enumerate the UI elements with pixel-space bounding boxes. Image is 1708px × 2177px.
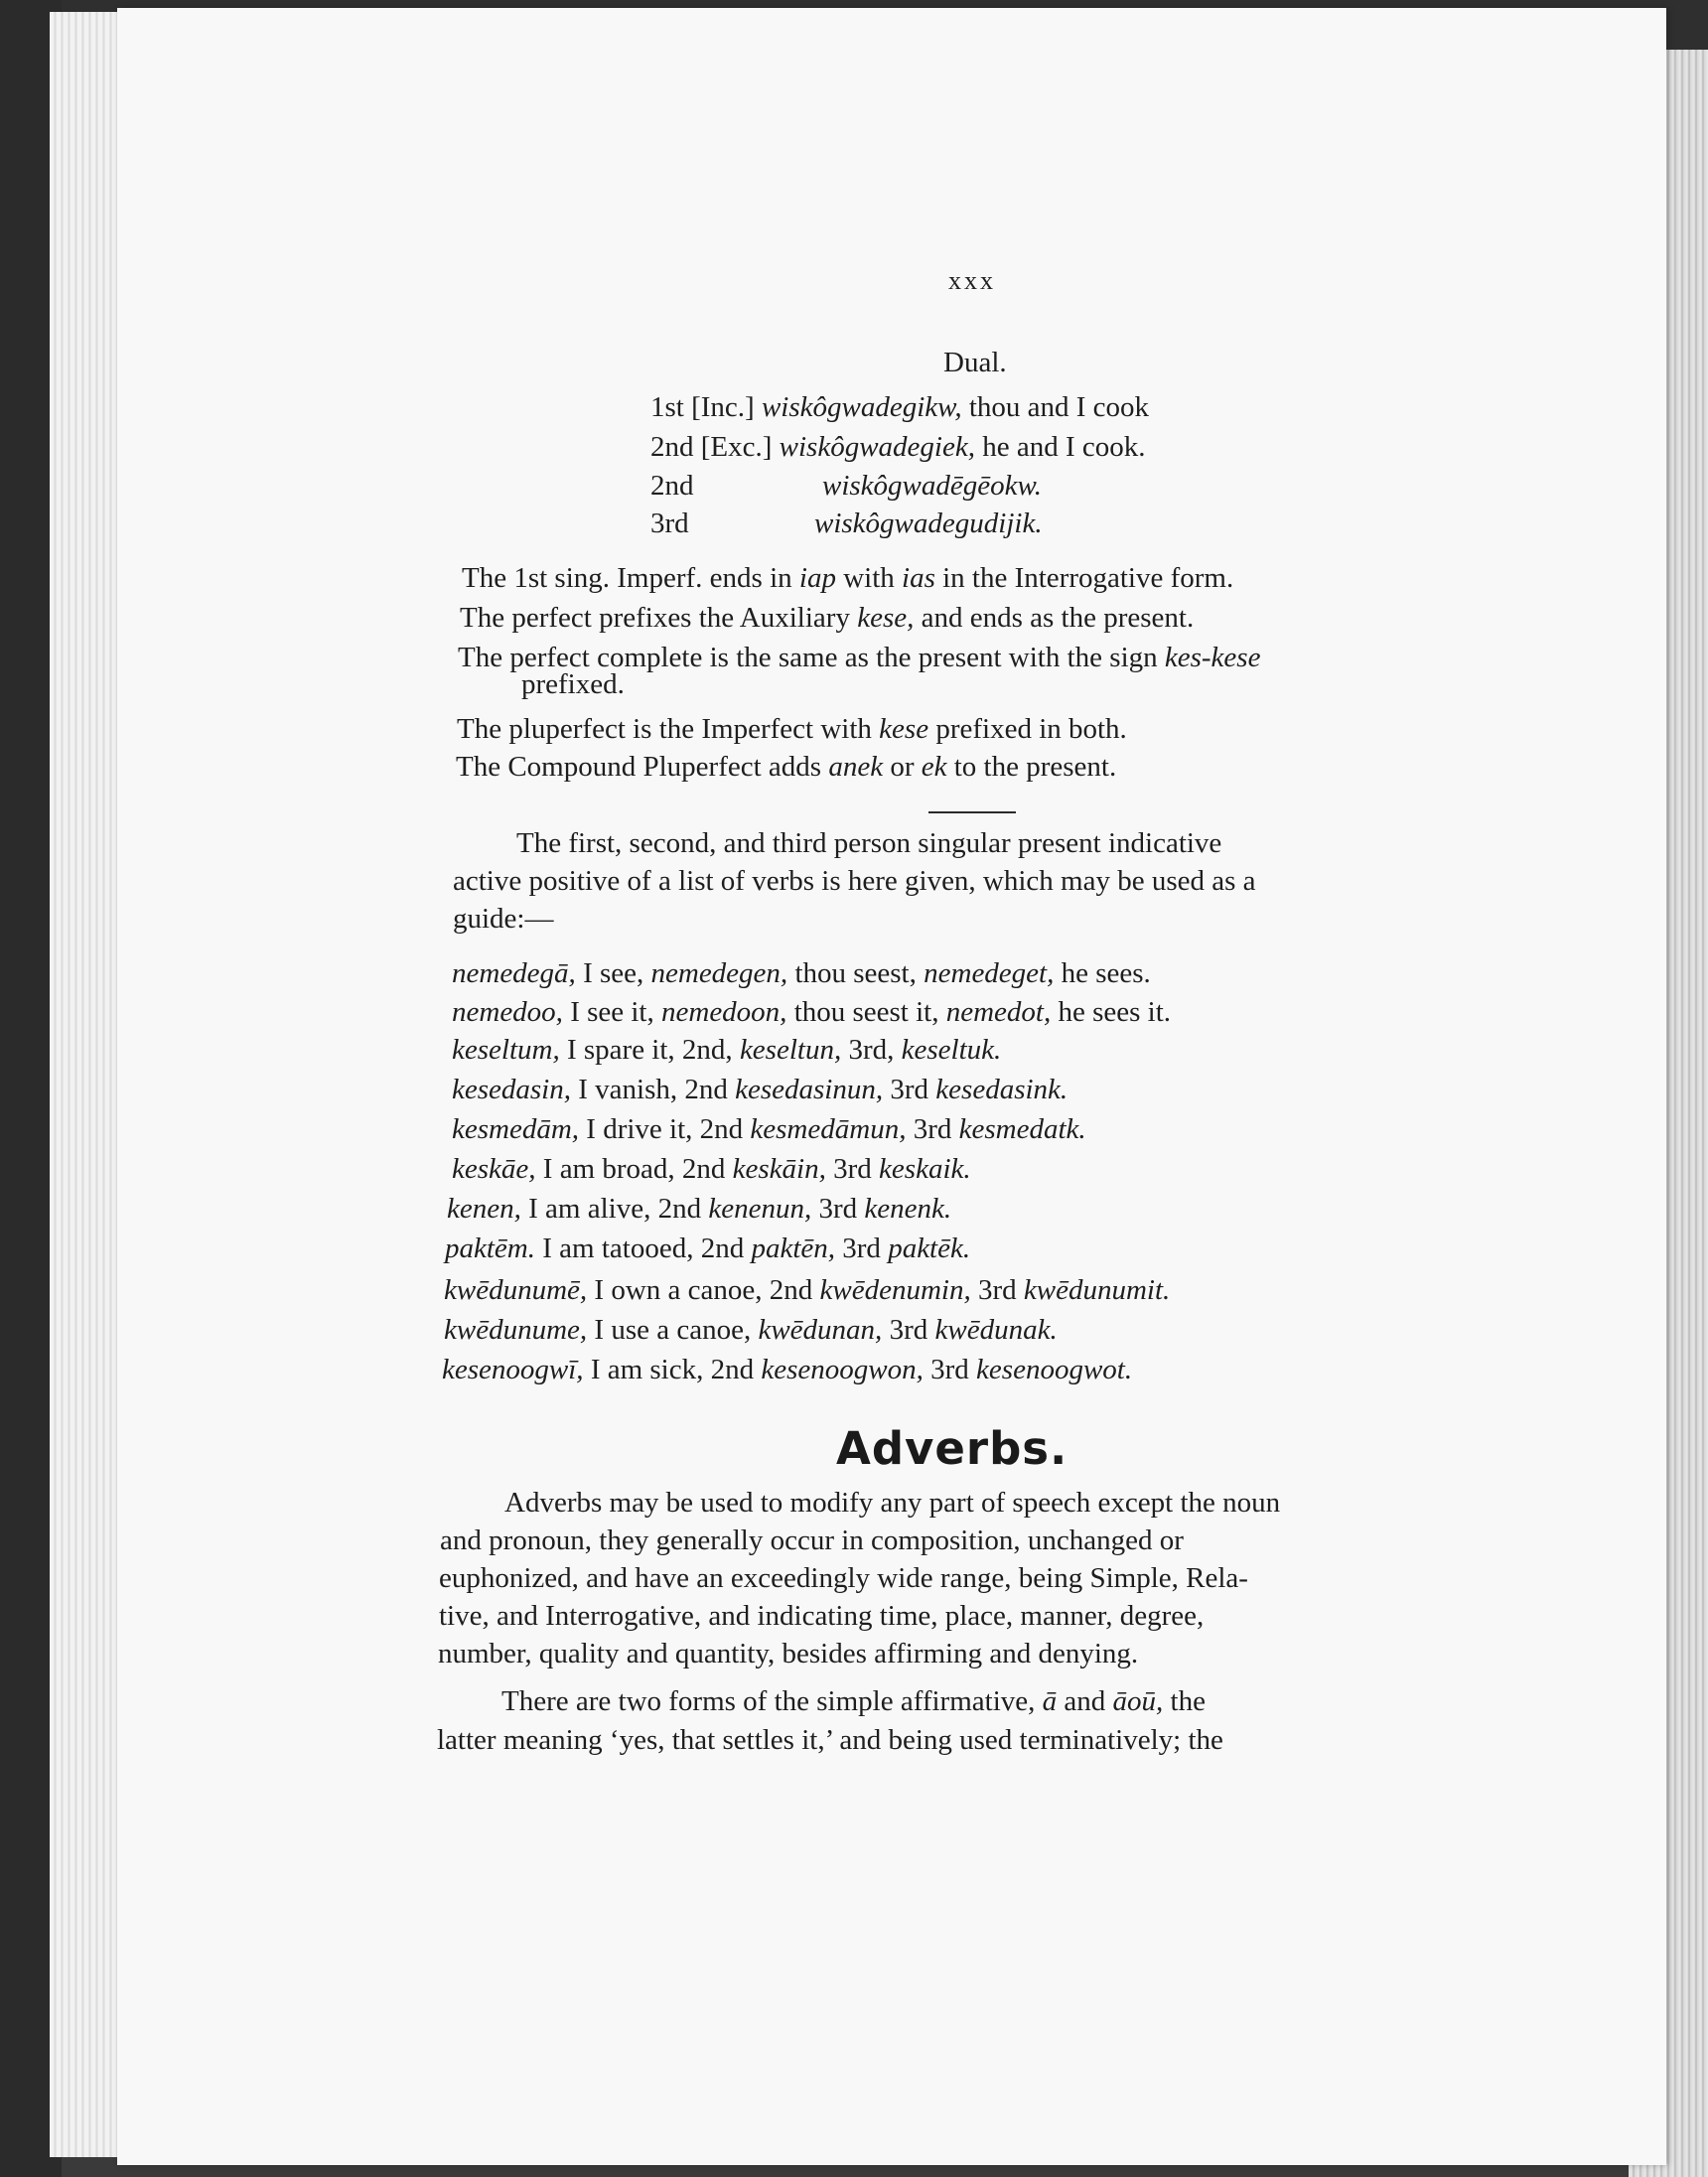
intro-line: active positive of a list of verbs is here given, which may be used as a	[453, 865, 1256, 897]
verb-gloss: I drive it, 2nd	[579, 1113, 751, 1145]
note-text: with	[835, 562, 903, 594]
verb-form: kesmedatk.	[958, 1113, 1086, 1145]
note-text: prefixed.	[521, 668, 625, 700]
verb-form: kesedasinun,	[735, 1074, 884, 1105]
verb-line	[442, 1353, 1132, 1386]
verb-form: paktēn,	[751, 1233, 836, 1264]
verb-form: kesmedām,	[452, 1113, 580, 1145]
dual-title: Dual.	[943, 347, 1007, 378]
note-line	[521, 667, 625, 701]
paragraph-term: ā	[1042, 1685, 1058, 1717]
paragraph-line: euphonized, and have an exceedingly wide range, being Simple, Rela-	[439, 1562, 1248, 1594]
dual-label: 3rd	[650, 508, 689, 539]
verb-form: kwēdunan,	[758, 1314, 883, 1346]
paragraph-text: latter meaning ‘yes, that settles it,’ and being used terminatively; the	[437, 1724, 1223, 1756]
verb-gloss: 3rd	[882, 1314, 935, 1346]
page-number: xxx	[948, 266, 996, 295]
note-term: ek	[921, 751, 947, 783]
verb-form: kesenoogwot.	[976, 1354, 1133, 1385]
verb-gloss: 3rd	[835, 1233, 889, 1264]
verb-form: nemedegen,	[650, 957, 788, 989]
note-line	[460, 601, 1194, 635]
note-term: ias	[902, 562, 935, 594]
note-text: The perfect complete is the same as the present with the sign	[458, 642, 1165, 673]
note-term: anek	[828, 751, 884, 783]
note-text: The pluperfect is the Imperfect with	[457, 713, 880, 745]
verb-gloss: I own a canoe, 2nd	[587, 1274, 820, 1306]
verb-form: kwēdunak.	[934, 1314, 1058, 1346]
intro-line: The first, second, and third person singular present indicative	[516, 827, 1222, 859]
verb-gloss: I am broad, 2nd	[535, 1153, 733, 1185]
verb-gloss: thou seest it,	[786, 996, 946, 1028]
verb-gloss: 3rd,	[841, 1034, 902, 1066]
verb-form: keseltun,	[739, 1034, 842, 1066]
paragraph-line: tive, and Interrogative, and indicating time, place, manner, degree,	[439, 1600, 1205, 1632]
verb-gloss: I see,	[575, 957, 651, 989]
verb-line	[452, 1152, 971, 1186]
paragraph-line	[437, 1723, 1223, 1758]
note-text: The 1st sing. Imperf. ends in	[462, 562, 799, 594]
dual-form-wrap	[814, 507, 1043, 540]
dual-label: 2nd	[650, 470, 694, 502]
dual-row	[650, 430, 1146, 464]
verb-gloss: he sees it.	[1051, 996, 1172, 1028]
verb-line	[452, 1033, 1001, 1067]
paragraph-term: āoū,	[1112, 1685, 1164, 1717]
verb-form: keseltuk.	[901, 1034, 1002, 1066]
verb-form: nemedegā,	[452, 957, 576, 989]
verb-form: kesedasin,	[452, 1074, 571, 1105]
verb-form: keskāe,	[452, 1153, 536, 1185]
section-heading: Adverbs.	[836, 1422, 1068, 1475]
verb-gloss: 3rd	[825, 1153, 880, 1185]
note-text: and ends as the present.	[914, 602, 1195, 634]
dual-row	[650, 507, 689, 540]
dual-form: wiskôgwadegiek,	[779, 431, 975, 463]
dual-form-wrap	[822, 469, 1042, 503]
verb-line	[444, 1313, 1058, 1347]
paragraph-text: the	[1163, 1685, 1206, 1717]
dual-form: wiskôgwadegudijik.	[814, 508, 1043, 539]
verb-form: kwēdenumin,	[819, 1274, 971, 1306]
verb-form: kesedasink.	[935, 1074, 1068, 1105]
note-line	[456, 750, 1116, 784]
note-line	[462, 561, 1233, 595]
verb-gloss: I am alive, 2nd	[520, 1193, 709, 1225]
dual-row	[650, 390, 1149, 424]
verb-gloss: he sees.	[1054, 957, 1151, 989]
note-text: The perfect prefixes the Auxiliary	[460, 602, 858, 634]
verb-form: kenenk.	[864, 1193, 952, 1225]
dual-gloss: he and I cook.	[982, 431, 1146, 463]
verb-gloss: I use a canoe,	[587, 1314, 759, 1346]
verb-form: kenen,	[447, 1193, 521, 1225]
verb-gloss: 3rd	[811, 1193, 865, 1225]
paragraph-text: and	[1057, 1685, 1113, 1717]
verb-form: kesenoogwī,	[442, 1354, 584, 1385]
paragraph-line: and pronoun, they generally occur in composition, unchanged or	[440, 1524, 1184, 1556]
note-term: kese,	[857, 602, 915, 634]
verb-form: kwēdunume,	[444, 1314, 588, 1346]
note-term: kes-kese	[1164, 642, 1261, 673]
verb-form: kwēdunumē,	[444, 1274, 588, 1306]
paragraph-line	[501, 1684, 1206, 1719]
note-text: prefixed in both.	[928, 713, 1127, 745]
dual-label: 1st [Inc.]	[650, 391, 755, 423]
verb-gloss: I am tatooed, 2nd	[535, 1233, 752, 1264]
note-term: iap	[798, 562, 836, 594]
verb-gloss: I vanish, 2nd	[571, 1074, 736, 1105]
dual-label: 2nd [Exc.]	[650, 431, 773, 463]
verb-gloss: 3rd	[923, 1354, 977, 1385]
verb-form: keskaik.	[879, 1153, 971, 1185]
note-text: The Compound Pluperfect adds	[456, 751, 829, 783]
verb-gloss: I am sick, 2nd	[583, 1354, 762, 1385]
verb-form: kenenun,	[708, 1193, 812, 1225]
verb-form: nemedeget,	[924, 957, 1055, 989]
verb-form: nemedoo,	[452, 996, 563, 1028]
verb-gloss: 3rd	[906, 1113, 959, 1145]
section-divider	[928, 811, 1016, 813]
paragraph-line: number, quality and quantity, besides affirming and denying.	[438, 1638, 1139, 1669]
verb-line	[445, 1232, 970, 1265]
note-text: in the Interrogative form.	[934, 562, 1234, 594]
verb-line	[444, 1273, 1170, 1307]
note-term: kese	[879, 713, 929, 745]
dual-form: wiskôgwadegikw,	[761, 391, 962, 423]
verb-form: keseltum,	[452, 1034, 560, 1066]
verb-form: nemedoon,	[661, 996, 787, 1028]
verb-line	[447, 1192, 951, 1226]
verb-form: kesmedāmun,	[750, 1113, 907, 1145]
verb-form: keskāin,	[732, 1153, 826, 1185]
note-text: to the present.	[946, 751, 1117, 783]
dual-form: wiskôgwadēgēokw.	[822, 470, 1042, 502]
note-text: or	[883, 751, 922, 783]
verb-gloss: thou seest,	[787, 957, 925, 989]
verb-form: kwēdunumit.	[1023, 1274, 1171, 1306]
verb-form: nemedot,	[945, 996, 1052, 1028]
verb-gloss: 3rd	[883, 1074, 936, 1105]
verb-gloss: 3rd	[970, 1274, 1024, 1306]
dual-gloss: thou and I cook	[968, 391, 1150, 423]
verb-gloss: I see it,	[562, 996, 661, 1028]
intro-line: guide:—	[453, 903, 554, 935]
paragraph-line: Adverbs may be used to modify any part of speech except the noun	[504, 1487, 1281, 1519]
verb-line	[452, 1073, 1068, 1106]
verb-form: paktēk.	[888, 1233, 971, 1264]
dual-row	[650, 469, 694, 503]
note-line	[457, 712, 1127, 746]
verb-line	[452, 995, 1171, 1029]
verb-line	[452, 1112, 1086, 1146]
verb-gloss: I spare it, 2nd,	[559, 1034, 740, 1066]
verb-form: paktēm.	[445, 1233, 535, 1264]
verb-line	[452, 956, 1151, 990]
verb-form: kesenoogwon,	[761, 1354, 924, 1385]
paragraph-text: There are two forms of the simple affirmative,	[501, 1685, 1043, 1717]
